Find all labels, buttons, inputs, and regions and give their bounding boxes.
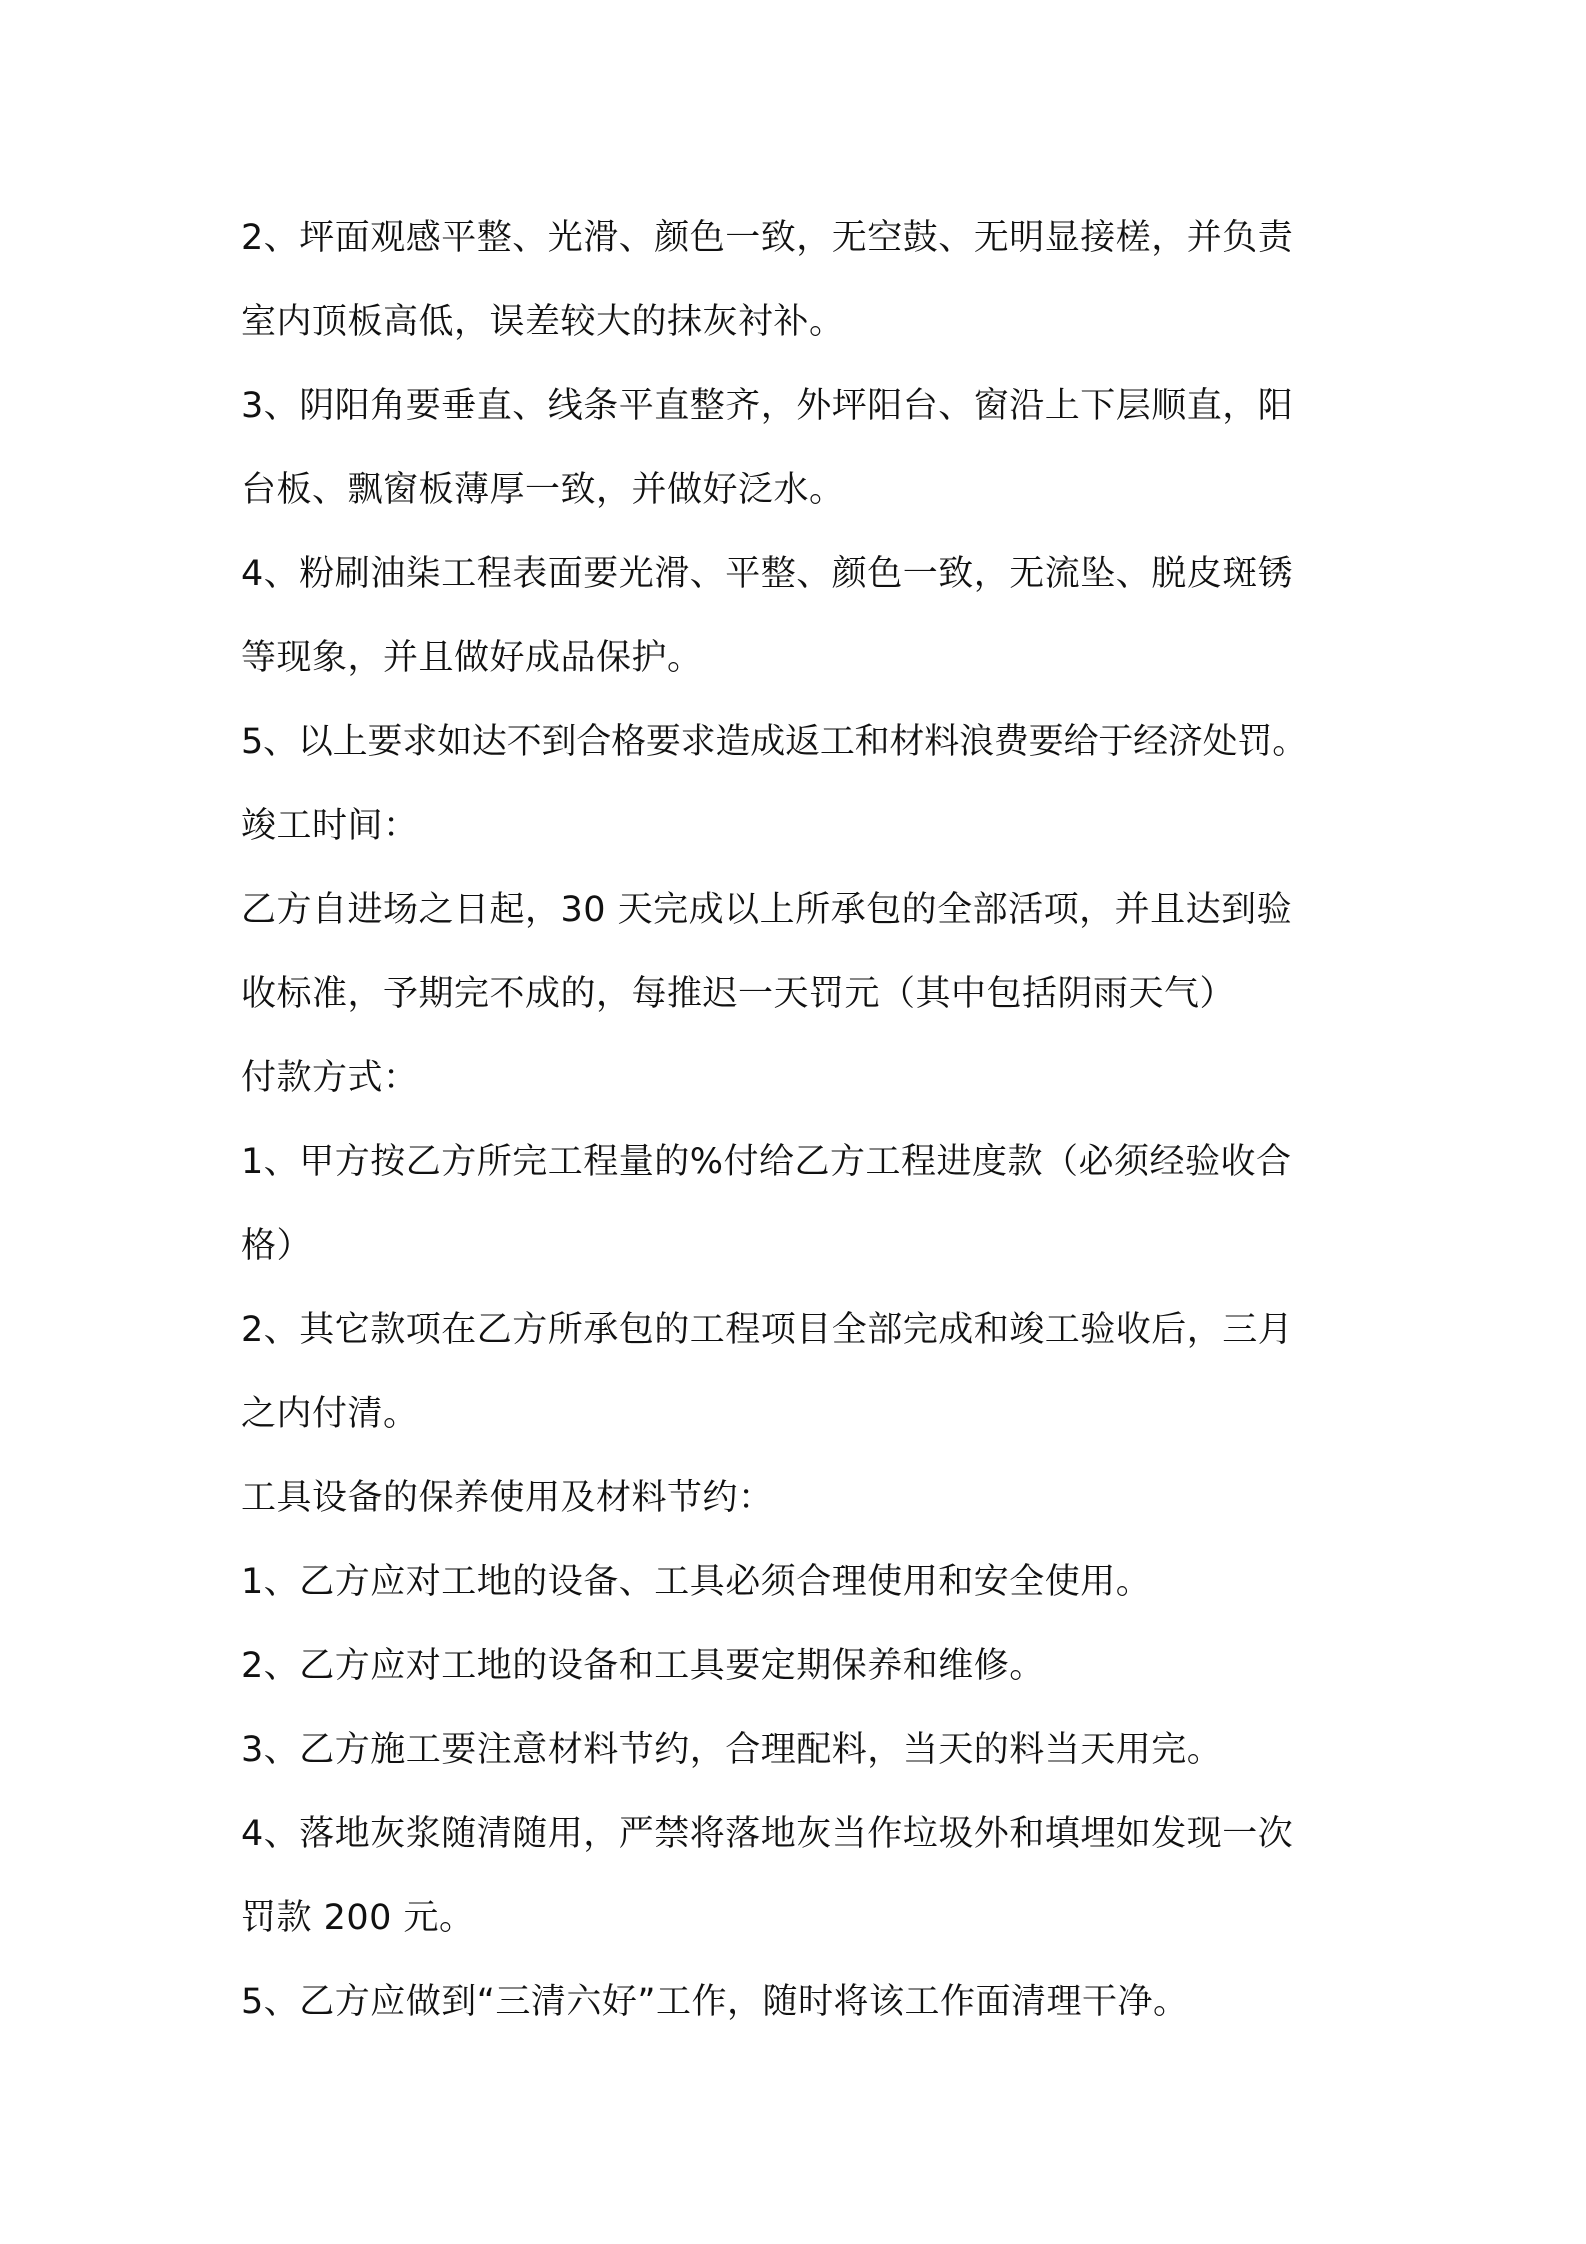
section-heading: 工具设备的保养使用及材料节约：: [241, 1478, 774, 1518]
text-line: 2、其它款项在乙方所承包的工程项目全部完成和竣工验收后，三月: [241, 1310, 1294, 1350]
text-line: 4、粉刷油柒工程表面要光滑、平整、颜色一致，无流坠、脱皮斑锈: [241, 554, 1294, 594]
text-line: 3、阴阳角要垂直、线条平直整齐，外坪阳台、窗沿上下层顺直，阳: [241, 386, 1294, 426]
text-line: 4、落地灰浆随清随用，严禁将落地灰当作垃圾外和填埋如发现一次: [241, 1814, 1294, 1854]
text-line: 5、乙方应做到“三清六好”工作，随时将该工作面清理干净。: [241, 1982, 1189, 2022]
text-line: 2、坪面观感平整、光滑、颜色一致，无空鼓、无明显接槎，并负责: [241, 218, 1294, 258]
section-heading: 竣工时间：: [241, 806, 419, 846]
text-line: 等现象，并且做好成品保护。: [241, 638, 703, 678]
text-line: 罚款 200 元。: [241, 1898, 475, 1938]
text-line: 2、乙方应对工地的设备和工具要定期保养和维修。: [241, 1646, 1045, 1686]
text-line: 之内付清。: [241, 1394, 419, 1434]
text-line: 收标准，予期完不成的，每推迟一天罚元（其中包括阴雨天气）: [241, 974, 1236, 1014]
text-line: 室内顶板高低，误差较大的抹灰衬补。: [241, 302, 845, 342]
text-line: 3、乙方施工要注意材料节约，合理配料，当天的料当天用完。: [241, 1730, 1223, 1770]
text-line: 5、以上要求如达不到合格要求造成返工和材料浪费要给于经济处罚。: [241, 722, 1308, 762]
text-line: 格）: [241, 1226, 313, 1266]
document-body: [241, 196, 1361, 2044]
text-line: 1、甲方按乙方所完工程量的%付给乙方工程进度款（必须经验收合: [241, 1142, 1292, 1182]
text-line: 台板、飘窗板薄厚一致，并做好泛水。: [241, 470, 845, 510]
text-line: 乙方自进场之日起，30 天完成以上所承包的全部活项，并且达到验: [241, 890, 1293, 930]
section-heading: 付款方式：: [241, 1058, 419, 1098]
text-line: 1、乙方应对工地的设备、工具必须合理使用和安全使用。: [241, 1562, 1152, 1602]
